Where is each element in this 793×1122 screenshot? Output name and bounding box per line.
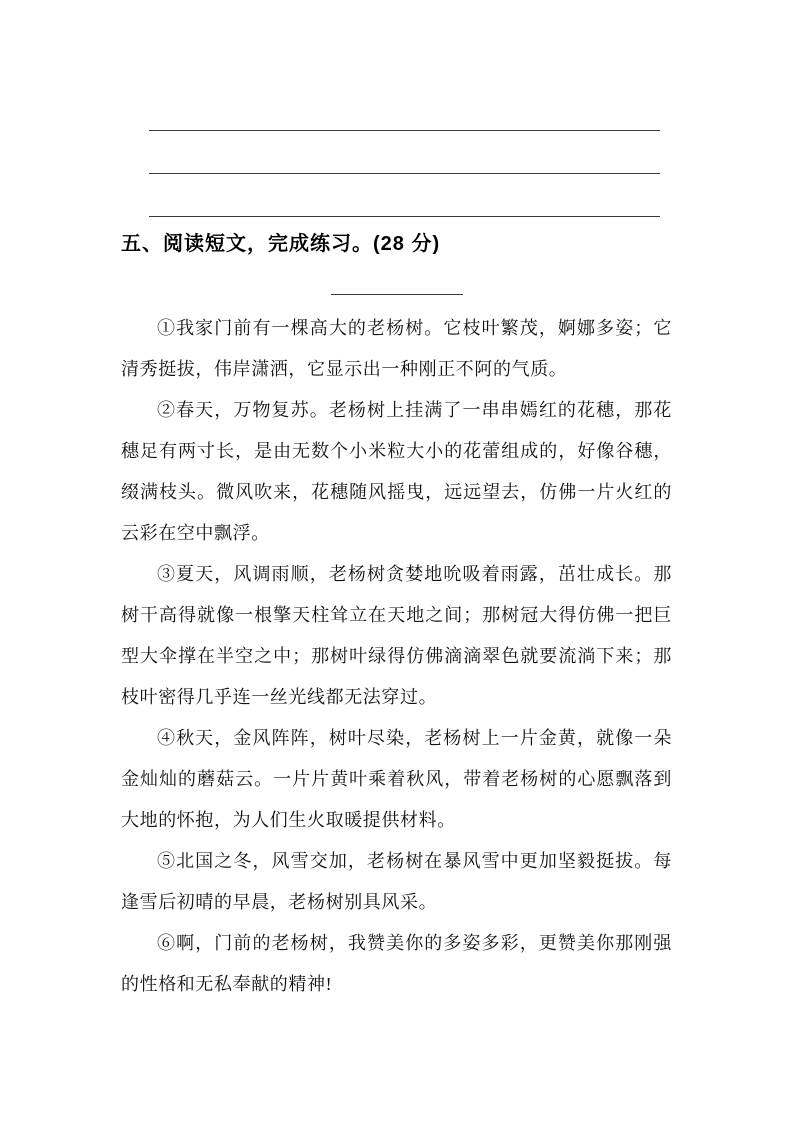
answer-line [149,88,660,131]
section-header: 五、阅读短文，完成练习。(28 分) [121,233,441,255]
passage-paragraph-4: ④秋天，金风阵阵，树叶尽染，老杨树上一片金黄，就像一朵金灿灿的蘑菇云。一片片黄叶乘着秋风，带着老杨树的心愿飘落到大地的怀抱，为人们生火取暖提供材料。 [121,728,672,830]
passage-paragraph-2: ②春天，万物复苏。老杨树上挂满了一串串嫣红的花穗，那花穗足有两寸长，是由无数个小米粒大小的花蕾组成的，好像谷穗，缀满枝头。微风吹来，花穗随风摇曳，远远望去，仿佛一片火红的云彩在空中飘浮。 [121,400,672,543]
passage-paragraph-6: ⑥啊，门前的老杨树，我赞美你的多姿多彩，更赞美你那刚强的性格和无私奉献的精神! [121,933,672,994]
passage-title-blank-line [331,262,463,295]
passage-paragraph-3: ③夏天，风调雨顺，老杨树贪婪地吮吸着雨露，茁壮成长。那树干高得就像一根擎天柱耸立在天地之间；那树冠大得仿佛一把巨型大伞撑在半空之中；那树叶绿得仿佛滴滴翠色就要流淌下来；那枝叶密得几乎连一丝光线都无法穿过。 [121,564,672,707]
answer-line [149,131,660,174]
answer-line [149,174,660,217]
passage-paragraph-1: ①我家门前有一棵高大的老杨树。它枝叶繁茂，婀娜多姿；它清秀挺拔，伟岸潇洒，它显示出一种刚正不阿的气质。 [121,318,672,379]
passage-paragraph-5: ⑤北国之冬，风雪交加，老杨树在暴风雪中更加坚毅挺拔。每逢雪后初晴的早晨，老杨树别具风采。 [121,851,672,912]
reading-passage [121,308,672,1005]
answer-lines-block [149,88,660,217]
